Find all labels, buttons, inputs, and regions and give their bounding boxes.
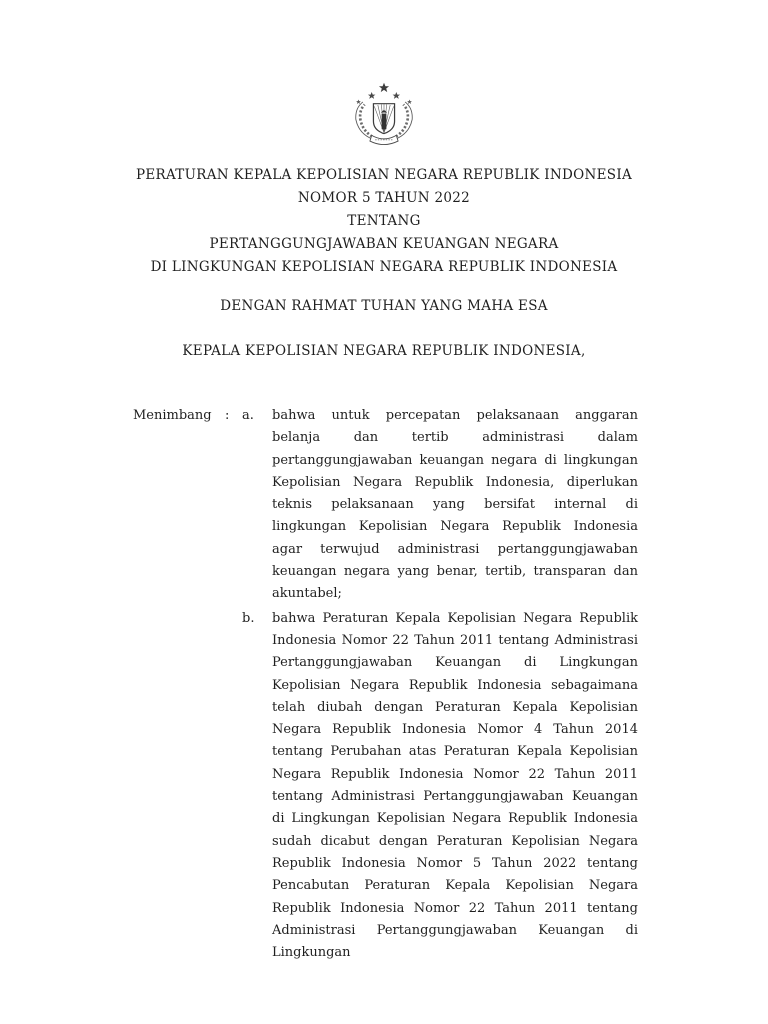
considering-separator: :: [225, 408, 230, 423]
document-title: [0, 164, 768, 279]
title-line-tentang: TENTANG: [347, 213, 421, 229]
item-a-marker: a.: [242, 408, 254, 423]
considering-item-a: [242, 405, 638, 606]
item-b-marker: b.: [242, 610, 255, 626]
item-a-text: bahwa untuk percepatan pelaksanaan anggaran belanja dan tertib administrasi dalam pertanggungjawaban keuangan negara di lingkungan Kepolisian Negara Republik Indonesia, diperlukan teknis pelaksanaan yang bersifat internal di lingkungan Kepolisian Negara Republik Indonesia agar terwujud administrasi pertanggungjawaban keuangan negara yang benar, tertib, transparan dan akuntabel;: [272, 408, 638, 602]
considering-item-b: [242, 608, 638, 965]
title-line-subject: PERTANGGUNGJAWABAN KEUANGAN NEGARA: [209, 236, 559, 252]
title-line-regulation: PERATURAN KEPALA KEPOLISIAN NEGARA REPUBLIK INDONESIA: [135, 167, 633, 183]
considering-label: Menimbang: [133, 408, 212, 423]
invocation-line: DENGAN RAHMAT TUHAN YANG MAHA ESA: [220, 298, 548, 314]
considering-items: [242, 405, 638, 964]
polri-tribrata-emblem-icon: [340, 80, 428, 152]
authority-line: KEPALA KEPOLISIAN NEGARA REPUBLIK INDONESIA,: [182, 343, 586, 359]
item-b-text: bahwa Peraturan Kepala Kepolisian Negara Republik Indonesia Nomor 22 Tahun 2011 tentang Administrasi Pertanggungjawaban Keuangan di Lingkungan Kepolisian Negara Republik Indonesia sebagaimana telah diubah dengan Peraturan Kepala Kepolisian Negara Republik Indonesia Nomor 4 Tahun 2014 tentang Perubahan atas Peraturan Kepala Kepolisian Negara Republik Indonesia Nomor 22 Tahun 2011 tentang Administrasi Pertanggungjawaban Keuangan di Lingkungan Kepolisian Negara Republik Indonesia sudah dicabut dengan Peraturan Kepolisian Negara Republik Indonesia Nomor 5 Tahun 2022 tentang Pencabutan Peraturan Kepala Kepolisian Negara Republik Indonesia Nomor 22 Tahun 2011 tentang Administrasi Pertanggungjawaban Keuangan di Lingkungan: [272, 610, 638, 961]
title-line-number: NOMOR 5 TAHUN 2022: [297, 190, 471, 206]
considering-section: [133, 405, 638, 964]
title-line-scope: DI LINGKUNGAN KEPOLISIAN NEGARA REPUBLIK INDONESIA: [150, 259, 618, 275]
